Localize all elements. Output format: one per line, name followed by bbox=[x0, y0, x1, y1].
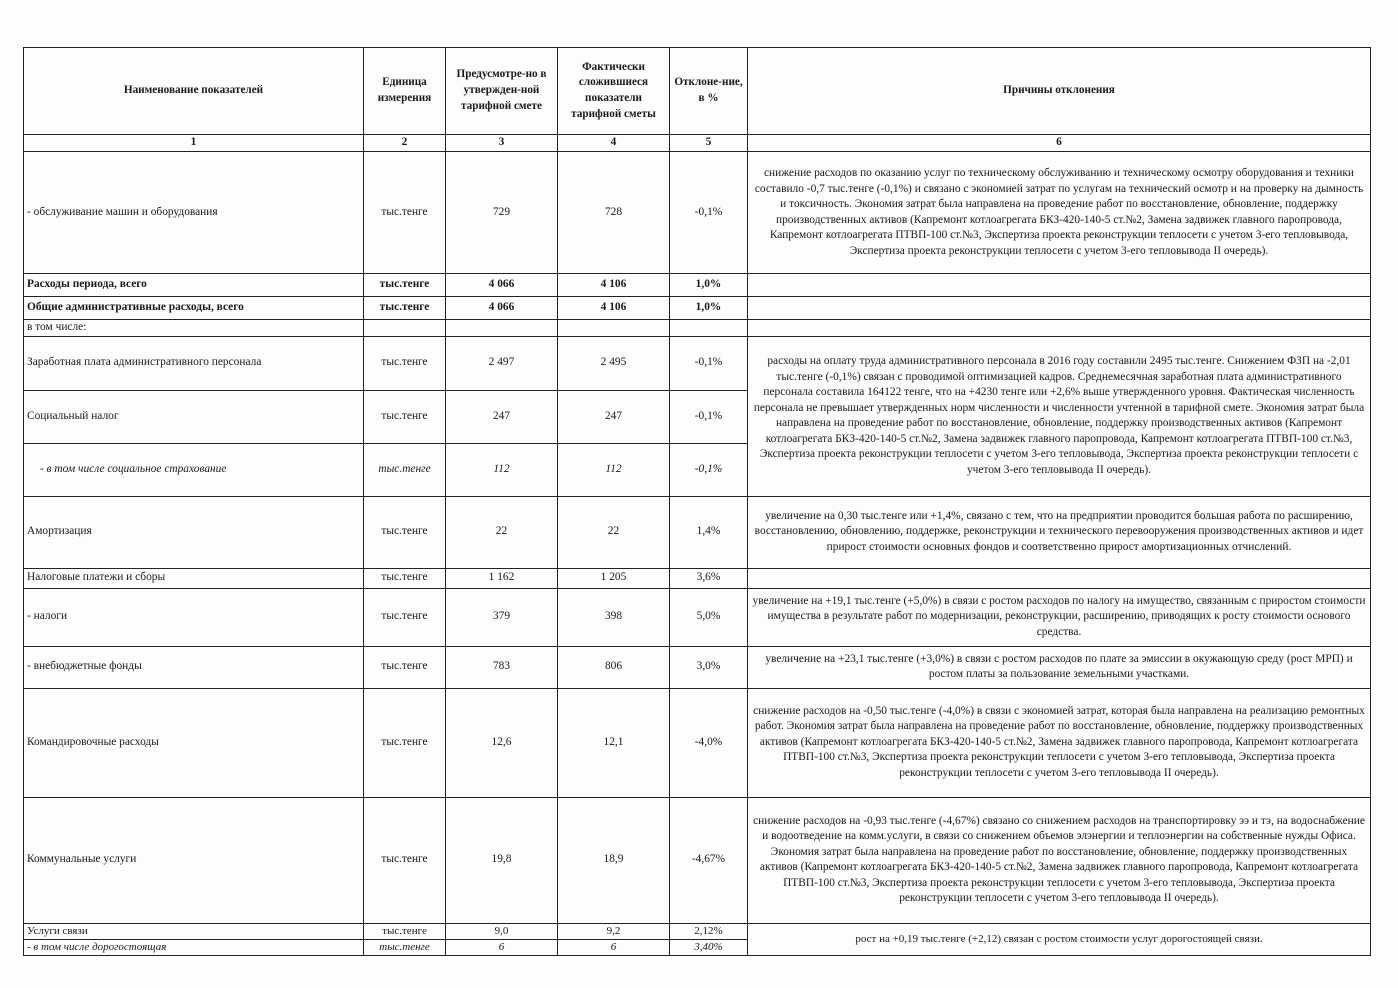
row-actual: 112 bbox=[558, 443, 670, 496]
table-row bbox=[24, 923, 1371, 939]
row-unit: тыс.тенге bbox=[364, 274, 446, 297]
row-reason: увеличение на +23,1 тыс.тенге (+3,0%) в связи с ростом расходов по плате за эмиссии в окужающую среду (рост МРП) и ростом платы за пользование земельными участками. bbox=[748, 646, 1371, 688]
header-row bbox=[24, 48, 1371, 135]
row-name: - в том числе социальное страхование bbox=[24, 443, 364, 496]
header-unit: Единица измерения bbox=[364, 48, 446, 135]
row-planned: 4 066 bbox=[446, 297, 558, 320]
row-reason bbox=[748, 297, 1371, 320]
table-row bbox=[24, 274, 1371, 297]
row-planned: 2 497 bbox=[446, 336, 558, 390]
row-deviation: 3,40% bbox=[670, 939, 748, 955]
row-reason: рост на +0,19 тыс.тенге (+2,12) связан с ростом стоимости услуг дорогостоящей связи. bbox=[748, 923, 1371, 955]
row-reason: увеличение на 0,30 тыс.тенге или +1,4%, связано с тем, что на предприятии проводится большая работа по расширению, восстановлению, обновлению, поддержке, реконструкции и технического перевооружения производственных активов и идет прирост стоимости основных фондов и соответственно прирост амортизационных отчислений. bbox=[748, 496, 1371, 568]
row-deviation: -0,1% bbox=[670, 152, 748, 274]
row-deviation: 1,4% bbox=[670, 496, 748, 568]
row-name: - внебюджетные фонды bbox=[24, 646, 364, 688]
row-planned: 783 bbox=[446, 646, 558, 688]
row-deviation: -0,1% bbox=[670, 336, 748, 390]
row-deviation: 2,12% bbox=[670, 923, 748, 939]
row-name: - налоги bbox=[24, 588, 364, 646]
row-actual: 398 bbox=[558, 588, 670, 646]
row-deviation: 5,0% bbox=[670, 588, 748, 646]
row-reason: увеличение на +19,1 тыс.тенге (+5,0%) в связи с ростом расходов по налогу на имущество, связанным с приростом стоимости имущества в результате работ по модернизации, реконструкции, расширению, приводящих к росту стоимости основого средства. bbox=[748, 588, 1371, 646]
row-planned: 19,8 bbox=[446, 797, 558, 923]
row-name: Услуги связи bbox=[24, 923, 364, 939]
row-deviation: -0,1% bbox=[670, 390, 748, 443]
row-reason: снижение расходов по оказанию услуг по техническому обслуживанию и техническому осмотру оборудования и техники составило -0,7 тыс.тенге (-0,1%) и связано с экономией затрат по услугам на технический осмотр и на проверку на дымность и токсичность. Экономия затрат была направлена на проведение работ по восстановление, обновление, поддержку производственных активов (Капремонт котлоагрегата БКЗ-420-140-5 ст.№2, Замена задвижек главного паропровода, Капремонт котлоагрегата ПТВП-100 ст.№3, Экспертиза проекта реконструкции теплосети с учетом 3-его тепловывода, Экспертиза проекта реконструкции теплосети с учетом 3-его тепловывода II очередь). bbox=[748, 152, 1371, 274]
row-deviation: -0,1% bbox=[670, 443, 748, 496]
row-unit: тыс.тенге bbox=[364, 152, 446, 274]
row-reason: снижение расходов на -0,50 тыс.тенге (-4,0%) в связи с экономией затрат, которая была направлена на реализацию ремонтных работ. Экономия затрат была направлена на проведение работ по восстановление, обновление, поддержку производственных активов (Капремонт котлоагрегата БКЗ-420-140-5 ст.№2, Замена задвижек главного паропровода, Капремонт котлоагрегата ПТВП-100 ст.№3, Экспертиза проекта реконструкции теплосети с учетом 3-его тепловывода, Экспертиза проекта реконструкции теплосети с учетом 3-его тепловывода II очередь). bbox=[748, 688, 1371, 797]
row-unit: тыс.тенге bbox=[364, 939, 446, 955]
row-reason bbox=[748, 568, 1371, 588]
table-row bbox=[24, 320, 1371, 337]
col-number: 5 bbox=[670, 135, 748, 152]
table-row bbox=[24, 152, 1371, 274]
table-row bbox=[24, 688, 1371, 797]
row-actual: 2 495 bbox=[558, 336, 670, 390]
row-unit: тыс.тенге bbox=[364, 923, 446, 939]
row-name: - в том числе дорогостоящая bbox=[24, 939, 364, 955]
row-planned: 729 bbox=[446, 152, 558, 274]
row-unit: тыс.тенге bbox=[364, 496, 446, 568]
row-unit: тыс.тенге bbox=[364, 646, 446, 688]
row-name: Командировочные расходы bbox=[24, 688, 364, 797]
header-indicator-name: Наименование показателей bbox=[24, 48, 364, 135]
row-actual: 4 106 bbox=[558, 297, 670, 320]
table-row bbox=[24, 336, 1371, 390]
table-row bbox=[24, 297, 1371, 320]
row-name: Социальный налог bbox=[24, 390, 364, 443]
row-unit: тыс.тенге bbox=[364, 336, 446, 390]
row-deviation: 1,0% bbox=[670, 274, 748, 297]
row-name: Расходы периода, всего bbox=[24, 274, 364, 297]
row-actual: 247 bbox=[558, 390, 670, 443]
header-reasons: Причины отклонения bbox=[748, 48, 1371, 135]
header-actual: Фактически сложившиеся показатели тарифной сметы bbox=[558, 48, 670, 135]
row-actual: 18,9 bbox=[558, 797, 670, 923]
row-name: в том числе: bbox=[24, 320, 364, 337]
col-number: 3 bbox=[446, 135, 558, 152]
row-name: Коммунальные услуги bbox=[24, 797, 364, 923]
row-deviation: 3,0% bbox=[670, 646, 748, 688]
row-name: Заработная плата административного персонала bbox=[24, 336, 364, 390]
tariff-report-table bbox=[23, 47, 1371, 956]
row-name: Налоговые платежи и сборы bbox=[24, 568, 364, 588]
row-actual: 22 bbox=[558, 496, 670, 568]
row-actual: 728 bbox=[558, 152, 670, 274]
row-reason bbox=[748, 274, 1371, 297]
row-name: - обслуживание машин и оборудования bbox=[24, 152, 364, 274]
column-number-row bbox=[24, 135, 1371, 152]
row-planned: 112 bbox=[446, 443, 558, 496]
row-actual: 6 bbox=[558, 939, 670, 955]
row-planned: 12,6 bbox=[446, 688, 558, 797]
row-unit: тыс.тенге bbox=[364, 568, 446, 588]
row-deviation: 3,6% bbox=[670, 568, 748, 588]
row-unit: тыс.тенге bbox=[364, 443, 446, 496]
row-planned: 1 162 bbox=[446, 568, 558, 588]
row-planned: 9,0 bbox=[446, 923, 558, 939]
row-reason: снижение расходов на -0,93 тыс.тенге (-4,67%) связано со снижением расходов на транспортировку ээ и тэ, на водоснабжение и водоотведение на комм.услуги, в связи со снижением объемов элэнергии и теплоэнергии на собственные нужды Офиса. Экономия затрат была направлена на проведение работ по восстановление, обновление, поддержку производственных активов (Капремонт котлоагрегата БКЗ-420-140-5 ст.№2, Замена задвижек главного паропровода, Капремонт котлоагрегата ПТВП-100 ст.№3, Экспертиза проекта реконструкции теплосети с учетом 3-его тепловывода, Экспертиза проекта реконструкции теплосети с учетом 3-его тепловывода II очередь). bbox=[748, 797, 1371, 923]
row-unit: тыс.тенге bbox=[364, 797, 446, 923]
row-name: Амортизация bbox=[24, 496, 364, 568]
row-actual: 4 106 bbox=[558, 274, 670, 297]
row-name: Общие административные расходы, всего bbox=[24, 297, 364, 320]
col-number: 1 bbox=[24, 135, 364, 152]
row-deviation: -4,67% bbox=[670, 797, 748, 923]
table-row bbox=[24, 646, 1371, 688]
table-row bbox=[24, 496, 1371, 568]
col-number: 2 bbox=[364, 135, 446, 152]
table-row bbox=[24, 797, 1371, 923]
row-planned: 22 bbox=[446, 496, 558, 568]
col-number: 4 bbox=[558, 135, 670, 152]
col-number: 6 bbox=[748, 135, 1371, 152]
row-planned: 247 bbox=[446, 390, 558, 443]
row-actual: 1 205 bbox=[558, 568, 670, 588]
row-planned: 4 066 bbox=[446, 274, 558, 297]
row-actual: 12,1 bbox=[558, 688, 670, 797]
header-deviation: Отклоне-ние, в % bbox=[670, 48, 748, 135]
header-planned: Предусмотре-но в утвержден-ной тарифной смете bbox=[446, 48, 558, 135]
row-reason: расходы на оплату труда административного персонала в 2016 году составили 2495 тыс.тенге. Снижением ФЗП на -2,01 тыс.тенге (-0,1%) связан с проводимой оптимизацией кадров. Среднемесячная заработная плата административного персонала составила 164122 тенге, что на +4230 тенге или +2,6% выше утвержденного уровня. Фактическая численность персонала не превышает утвержденных норм численности и численности учтенной в тарифной смете. Экономия затрат была направлена на проведение работ по восстановление, обновление, поддержку производственных активов (Капремонт котлоагрегата БКЗ-420-140-5 ст.№2, Замена задвижек главного паропровода, Капремонт котлоагрегата ПТВП-100 ст.№3, Экспертиза проекта реконструкции теплосети с учетом 3-его тепловывода, Экспертиза проекта реконструкции теплосети с учетом 3-его тепловывода II очередь). bbox=[748, 336, 1371, 496]
row-actual: 9,2 bbox=[558, 923, 670, 939]
row-unit: тыс.тенге bbox=[364, 390, 446, 443]
row-planned: 379 bbox=[446, 588, 558, 646]
row-actual: 806 bbox=[558, 646, 670, 688]
row-deviation: -4,0% bbox=[670, 688, 748, 797]
table-row bbox=[24, 568, 1371, 588]
row-unit: тыс.тенге bbox=[364, 588, 446, 646]
row-deviation: 1,0% bbox=[670, 297, 748, 320]
row-unit: тыс.тенге bbox=[364, 688, 446, 797]
table-row bbox=[24, 588, 1371, 646]
row-unit: тыс.тенге bbox=[364, 297, 446, 320]
row-planned: 6 bbox=[446, 939, 558, 955]
